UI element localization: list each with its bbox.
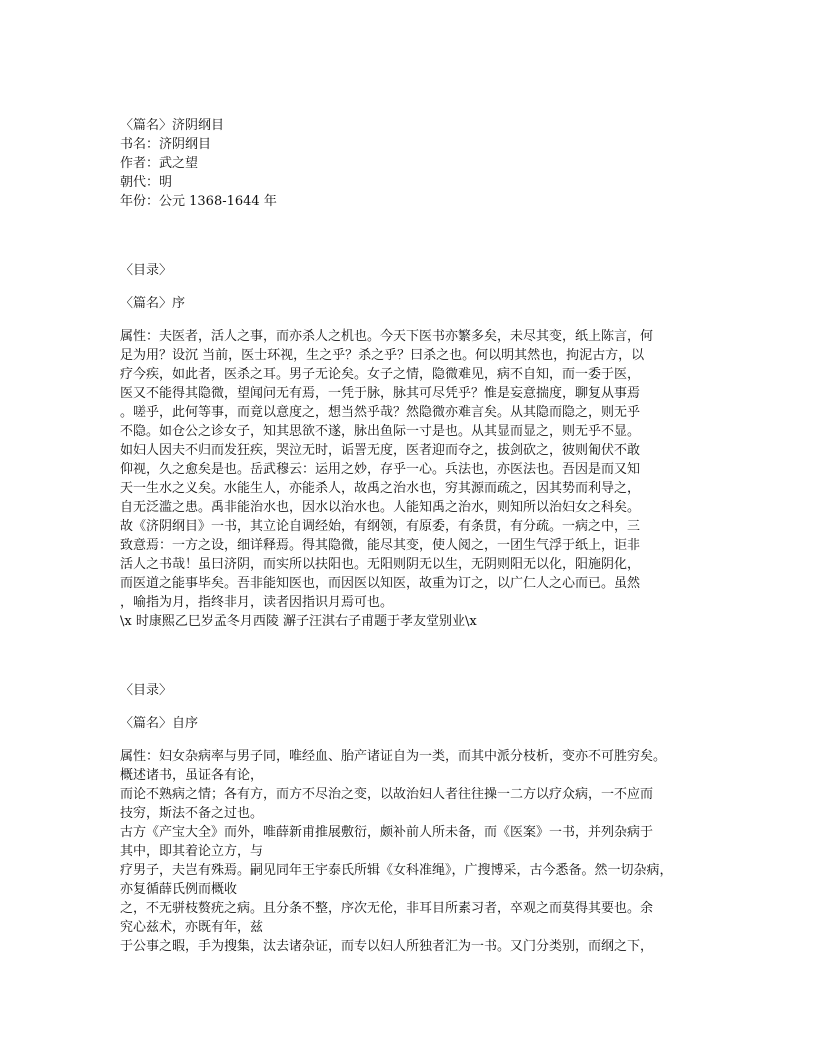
text-line: 疗男子，夫岂有殊焉。嗣见同年王宇泰氏所辑《女科准绳》，广搜博采，古今悉备。然一切杂病， bbox=[120, 863, 673, 878]
year: 年份：公元 1368-1644 年 bbox=[120, 194, 277, 209]
text-line: 活人之书哉！虽曰济阴，而实所以扶阳也。无阳则阴无以生，无阴则阳无以化，阳施阴化， bbox=[120, 557, 641, 572]
text-line: 亦复循薛氏例而概收 bbox=[120, 882, 238, 897]
text-line: 医又不能得其隐微，望闻问无有焉，一凭于脉，脉其可尽凭乎？惟是妄意揣度，聊复从事焉 bbox=[120, 386, 641, 401]
document-page bbox=[120, 116, 705, 956]
dynasty: 朝代：明 bbox=[120, 175, 173, 190]
text-line: 天一生水之义矣。水能生人，亦能杀人，故禹之治水也，穷其源而疏之，因其势而利导之， bbox=[120, 481, 641, 496]
text-line: 技穷，斯法不备之过也。 bbox=[120, 806, 264, 821]
text-line: 属性：妇女杂病率与男子同，唯经血、胎产诸证自为一类，而其中派分枝析，变亦不可胜穷矣。 bbox=[120, 749, 667, 764]
book-name: 书名：济阴纲目 bbox=[120, 137, 212, 152]
text-line: 古方《产宝大全》而外，唯薛新甫推展敷衍，颇补前人所未备，而《医案》一书，并列杂病于 bbox=[120, 825, 654, 840]
text-line: 概述诸书，虽证各有论， bbox=[120, 768, 264, 783]
author: 作者：武之望 bbox=[120, 156, 199, 171]
self-preface-section bbox=[120, 681, 705, 956]
text-line: 之，不无骈枝赘疣之病。且分条不整，序次无伦，非耳目所素习者，卒观之而莫得其要也。余 bbox=[120, 901, 654, 916]
text-line: 如妇人因夫不归而发狂疾，哭泣无时，诟詈无度，医者迎而夺之，拔剑砍之，彼则匍伏不敢 bbox=[120, 443, 641, 458]
toc-marker: 〈目录〉 bbox=[120, 263, 173, 278]
text-line: 于公事之暇，手为搜集，汰去诸杂证，而专以妇人所独者汇为一书。又门分类别，而纲之下， bbox=[120, 939, 654, 954]
signature-line: \x 时康熙乙巳岁孟冬月西陵 澥子汪淇右子甫题于孝友堂别业\x bbox=[120, 614, 477, 629]
preface-section bbox=[120, 261, 705, 631]
chapter-heading: 〈篇名〉济阴纲目 bbox=[120, 118, 225, 133]
toc-marker: 〈目录〉 bbox=[120, 683, 173, 698]
section-title: 〈篇名〉序 bbox=[120, 296, 186, 311]
text-line: 足为用？设沉 当前，医士环视，生之乎？杀之乎？曰杀之也。何以明其然也，拘泥古方，以 bbox=[120, 348, 645, 363]
text-line: 故《济阴纲目》一书，其立论自调经始，有纲领，有原委，有条贯，有分疏。一病之中，三 bbox=[120, 519, 641, 534]
text-line: 究心兹术，亦既有年，兹 bbox=[120, 920, 264, 935]
self-preface-body bbox=[120, 747, 705, 956]
metadata-block bbox=[120, 116, 705, 211]
text-line: 而论不熟病之情；各有方，而方不尽治之变，以故治妇人者往往操一二方以疗众病，一不应而 bbox=[120, 787, 654, 802]
text-line: 自无泛滥之患。禹非能治水也，因水以治水也。人能知禹之治水，则知所以治妇女之科矣。 bbox=[120, 500, 641, 515]
section-title: 〈篇名〉自序 bbox=[120, 716, 199, 731]
text-line: 疗今疾，如此者，医杀之耳。男子无论矣。女子之情，隐微难见，病不自知，而一委于医， bbox=[120, 367, 641, 382]
text-line: 不隐。如仓公之诊女子，知其思欲不遂，脉出鱼际一寸是也。从其显而显之，则无乎不显。 bbox=[120, 424, 641, 439]
text-line: 。嗟乎，此何等事，而竟以意度之，想当然乎哉？然隐微亦难言矣。从其隐而隐之，则无乎 bbox=[120, 405, 641, 420]
preface-body bbox=[120, 327, 705, 631]
text-line: 属性：夫医者，活人之事，而亦杀人之机也。今天下医书亦繁多矣，未尽其变，纸上陈言，何 bbox=[120, 329, 654, 344]
text-line: 致意焉：一方之设，细详释焉。得其隐微，能尽其变，使人阅之，一团生气浮于纸上，讵非 bbox=[120, 538, 641, 553]
text-line: ，喻指为月，指终非月，读者因指识月焉可也。 bbox=[120, 595, 394, 610]
text-line: 而医道之能事毕矣。吾非能知医也，而因医以知医，故重为订之，以广仁人之心而已。虽然 bbox=[120, 576, 641, 591]
text-line: 仰视，久之愈矣是也。岳武穆云：运用之妙，存乎一心。兵法也，亦医法也。吾因是而又知 bbox=[120, 462, 641, 477]
text-line: 其中，即其着论立方，与 bbox=[120, 844, 264, 859]
